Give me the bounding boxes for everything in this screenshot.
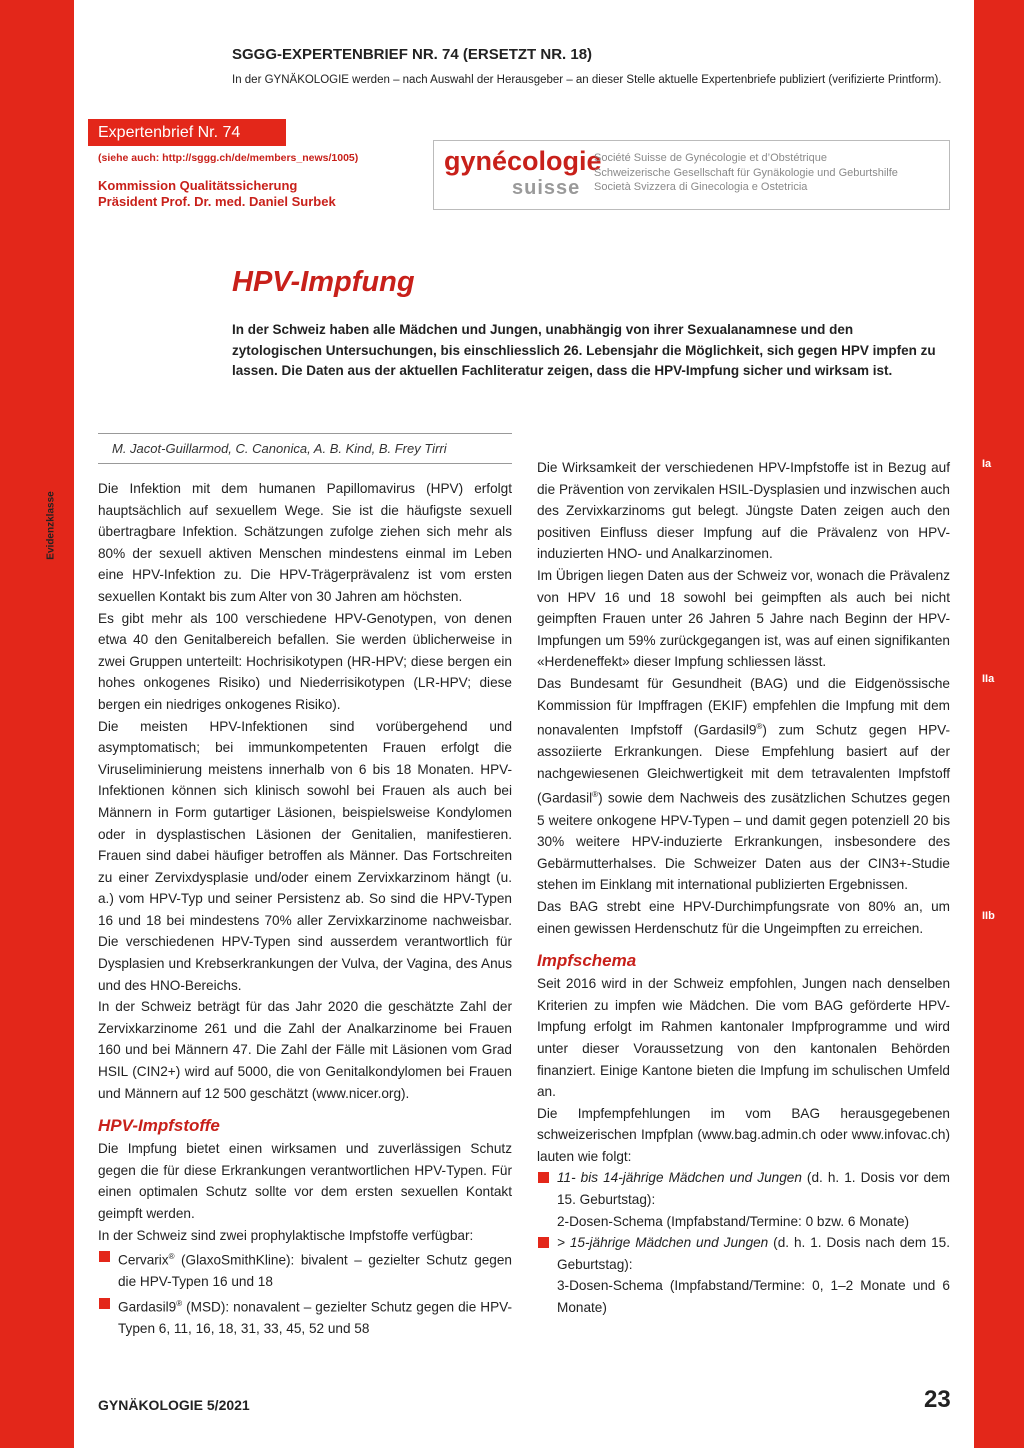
expertenbrief-label: Expertenbrief Nr. 74 xyxy=(88,119,286,146)
evidence-class-side-label: Evidenzklasse xyxy=(45,491,57,560)
list-item-gardasil9: Gardasil9® (MSD): nonavalent – gezielter Schutz gegen die HPV-Typen 6, 11, 16, 18, 31, 33, 45, 52 und 58 xyxy=(98,1293,512,1340)
society-name-fr: Société Suisse de Gynécologie et d’Obstétrique xyxy=(594,152,827,164)
paragraph: Die meisten HPV-Infektionen sind vorübergehend und asymptomatisch; bei immunkompetenten Frauen erfolgt die Viruseliminierung meistens innerhalb von 6 bis 18 Monaten. HPV-Infektionen können sich klinisch sowohl bei Frauen als auch bei Männern in Form gutartiger Läsionen, beispielsweise Kondylomen oder in dysplastischen Läsionen der Genitalien, manifestieren. Frauen sind dabei häufiger betroffen als Männer. Das Fortschreiten zu einer Zervixdysplasie und/oder einem Zervixkarzinom hängt (u. a.) vom HPV-Typ und seiner Persistenz ab. So sind die HPV-Typen 16 und 18 bei mindestens 70% aller Zervixkarzinome nachweisbar. Die verschiedenen HPV-Typen sind ausserdem verantwortlich für Dysplasien und Krebserkrankungen der Vulva, der Vagina, des Anus und des HNO-Bereichs. xyxy=(98,718,512,993)
commission-block xyxy=(98,178,336,210)
article-lead: In der Schweiz haben alle Mädchen und Jungen, unabhängig von ihrer Sexualanamnese und den zytologischen Untersuchungen, bis einschliesslich 26. Lebensjahr die Möglichkeit, sich gegen HPV impfen zu lassen. Die Daten aus der aktuellen Fachliteratur zeigen, dass die HPV-Impfung sicher und wirksam ist. xyxy=(232,322,936,378)
paragraph: Die Infektion mit dem humanen Papillomavirus (HPV) erfolgt hauptsächlich auf sexuellem Wege. Sie ist die häufigste sexuell übertragbare Infektion. Schätzungen zufolge ziehen sich mehr als 80% der sexuell aktiven Menschen mindestens einmal im Leben eine HPV-Infektion zu. Die HPV-Trägerprävalenz ist vom ersten sexuellen Kontakt bis zum Alter von 30 Jahren am höchsten. xyxy=(98,481,512,604)
authors-rule-top xyxy=(98,433,512,434)
article-title: HPV-Impfung xyxy=(232,266,415,298)
paragraph: Die Wirksamkeit der verschiedenen HPV-Impfstoffe ist in Bezug auf die Prävention von zervikalen HSIL-Dysplasien und inzwischen auch des Zervixkarzinoms gut belegt. Jüngste Daten zeigen auch den positiven Einfluss dieser Impfung auf die Prävalenz von HPV-induzierten HNO- und Analkarzinomen. xyxy=(537,460,950,562)
logo-society-names xyxy=(594,151,898,195)
paragraph: Die Impfung bietet einen wirksamen und zuverlässigen Schutz gegen die für diese Erkrankungen verantwortlichen HPV-Typen. Für einen optimalen Schutz sollte vor dem ersten sexuellen Kontakt geimpft werden. xyxy=(98,1141,512,1221)
evidence-level-iia: IIa xyxy=(982,673,995,685)
commission-name: Kommission Qualitätssicherung xyxy=(98,178,298,193)
bullet-square-icon xyxy=(538,1172,549,1183)
list-item-15-plus: > 15-jährige Mädchen und Jungen (d. h. 1. Dosis nach dem 15. Geburtstag): 3-Dosen-Schema (Impfabstand/Termine: 0, 1–2 Monate und 6 Monate) xyxy=(537,1232,950,1318)
paragraph: Es gibt mehr als 100 verschiedene HPV-Genotypen, von denen etwa 40 den Genitalbereich befallen. Sie werden üblicherweise in zwei Gruppen unterteilt: Hochrisikotypen (HR-HPV; diese bergen ein hohes onkogenes Risiko) und Niederrisikotypen (LR-HPV; diese bergen ein niedriges onkogenes Risiko). xyxy=(98,610,512,712)
footer-journal: GYNÄKOLOGIE 5/2021 xyxy=(98,1397,250,1413)
publication-title: SGGG-EXPERTENBRIEF NR. 74 (ERSETZT NR. 18) xyxy=(232,46,593,63)
evidence-level-iib: IIb xyxy=(982,910,995,922)
commission-president: Präsident Prof. Dr. med. Daniel Surbek xyxy=(98,194,336,209)
section-heading-impfstoffe: HPV-Impfstoffe xyxy=(98,1116,220,1136)
paragraph: Das BAG strebt eine HPV-Durchimpfungsrate von 80% an, um einen gewissen Herdenschutz für die Ungeimpften zu erreichen. xyxy=(537,898,950,936)
article-authors: M. Jacot-Guillarmod, C. Canonica, A. B. Kind, B. Frey Tirri xyxy=(112,441,447,456)
left-column xyxy=(98,478,512,1340)
society-name-it: Società Svizzera di Ginecologia e Ostetricia xyxy=(594,181,808,193)
paragraph: Seit 2016 wird in der Schweiz empfohlen, Jungen nach denselben Kriterien zu impfen wie Mädchen. Die vom BAG geförderte HPV-Impfung erfolgt im Rahmen kantonaler Impfprogramme und wird unter dieser Voraussetzung von den kantonalen Behörden finanziert. Einige Kantone bieten die Impfung im schulischen Umfeld an. xyxy=(537,976,950,1100)
bullet-square-icon xyxy=(99,1298,110,1309)
logo-suisse: suisse xyxy=(512,177,581,199)
society-name-de: Schweizerische Gesellschaft für Gynäkologie und Geburtshilfe xyxy=(594,166,898,179)
list-item-11-14: 11- bis 14-jährige Mädchen und Jungen (d. h. 1. Dosis vor dem 15. Geburtstag): 2-Dosen-Schema (Impfabstand/Termine: 0 bzw. 6 Monate) xyxy=(537,1167,950,1232)
logo-wordmark: gynécologie xyxy=(444,146,602,176)
left-red-margin xyxy=(0,0,74,1448)
right-column xyxy=(537,457,950,1319)
publication-subtitle: In der GYNÄKOLOGIE werden – nach Auswahl der Herausgeber – an dieser Stelle aktuelle Expertenbriefe publiziert (verifizierte Printform). xyxy=(232,74,942,86)
bullet-square-icon xyxy=(99,1251,110,1262)
gynecologie-suisse-logo xyxy=(433,140,950,210)
paragraph: Die Impfempfehlungen im vom BAG herausgegebenen schweizerischen Impfplan (www.bag.admin.ch oder www.infovac.ch) lauten wie folgt: xyxy=(537,1105,950,1164)
paragraph: Das Bundesamt für Gesundheit (BAG) und die Eidgenössische Kommission für Impffragen (EKIF) empfehlen die Impfung mit dem nonavalenten Impfstoff (Gardasil9®) zum Schutz gegen HPV-assoziierte Erkrankungen. Diese Empfehlung basiert auf der nachgewiesenen Gleichwertigkeit mit dem tetravalenten Impfstoff (Gardasil®) sowie dem Nachweis des zusätzlichen Schutzes gegen 5 weitere onkogene HPV-Typen – und damit gegen potenziell 20 bis 30% weitere HPV-induzierte Erkrankungen, insbesondere des Gebärmutterhalses. Die Schweizer Daten aus der CIN3+-Studie stehen im Einklang mit international publizierten Ergebnissen. xyxy=(537,675,950,893)
paragraph: Im Übrigen liegen Daten aus der Schweiz vor, wonach die Prävalenz von HPV 16 und 18 sowohl bei geimpften als auch bei nicht geimpften Frauen unter 26 Jahren 5 Jahre nach Beginn der HPV-Impfungen um 59% zurückgegangen ist, was auf einen signifikanten «Herdeneffekt» dieser Impfung schliessen lässt. xyxy=(537,567,950,670)
paragraph: In der Schweiz beträgt für das Jahr 2020 die geschätzte Zahl der Zervixkarzinome 261 und die Zahl der Analkarzinome bei Frauen 160 und bei Männern 47. Die Zahl der Fälle mit Läsionen vom Grad HSIL (CIN2+) wird auf 5000, die von Genitalkondylomen bei Frauen und Männern auf 12 500 geschätzt (www.nicer.org). xyxy=(98,999,512,1101)
list-item-cervarix: Cervarix® (GlaxoSmithKline): bivalent – gezielter Schutz gegen die HPV-Typen 16 und 18 xyxy=(98,1246,512,1293)
evidence-level-ia: Ia xyxy=(982,458,992,470)
right-red-margin xyxy=(974,0,1024,1448)
bullet-square-icon xyxy=(538,1237,549,1248)
paragraph: In der Schweiz sind zwei prophylaktische Impfstoffe verfügbar: xyxy=(98,1227,474,1243)
page-number: 23 xyxy=(924,1386,951,1413)
section-heading-impfschema: Impfschema xyxy=(537,951,637,971)
members-news-link[interactable]: (siehe auch: http://sggg.ch/de/members_news/1005) xyxy=(98,152,359,164)
authors-rule-bottom xyxy=(98,463,512,464)
